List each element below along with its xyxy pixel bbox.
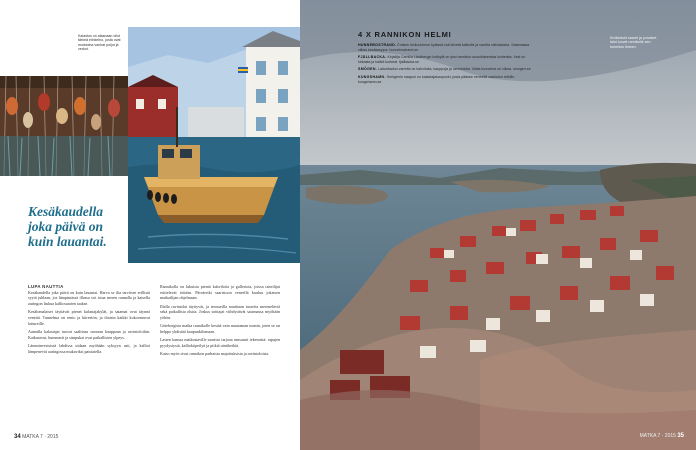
entry-name: FJÄLLBACKA.	[358, 55, 387, 60]
folio-left	[14, 434, 58, 440]
paragraph: Göteborgista matka rannikolle kestää vain muutaman tunnin, joten se on helppo yhdistää kaupunkilomaan.	[160, 323, 280, 334]
headline: Kesäkaudella joka päivä on kuin lauantai.	[28, 204, 107, 249]
entry-text: Smögenin naapuri on kalastajakaupunki, josta pääsee veneellä saariston retkille. kungshamn.se	[358, 74, 516, 84]
entry-smogen	[358, 67, 538, 72]
entry-name: SMÖGEN.	[358, 67, 378, 72]
body-column-a	[28, 284, 150, 357]
paragraph: Lasten kanssa matkustaville saaristo tarjoaa runsaasti tekemistä: rapujen pyydystystä, kalliokiipeilyä ja pitkiä uintihetkiä.	[160, 337, 280, 348]
page-number: 35	[677, 433, 684, 439]
paragraph: Rannikolla on lukuisia pieniä kahviloita ja galleriota, joissa taiteilijat esittelevät töitään. Päiväretki saaristoon veneellä kuuluu jokaisen matkailijan ohjelmaan.	[160, 284, 280, 301]
magazine-name: MATKA 7 · 2015	[639, 433, 676, 439]
paragraph: Kesälomalaiset täyttävät pienet kalastajakylät, ja satamat ovat täynnä veneitä. Tunnelma on rento ja kiireetön, ja iltaisin kaikki kokoontuvat laitureille.	[28, 309, 150, 326]
folio-right	[640, 433, 684, 439]
entry-hunnebostrand	[358, 43, 538, 52]
caption-aerial: Kivikkoiset saaret ja punaiset talot luovat rannikolle sen tunnetun ilmeen.	[610, 36, 657, 49]
entry-text: Entisen kivilouhimon kylässä voit kiivetä kallioille ja nauttia näköaloista. Satamassa vilkas kesäkauppa. hunnebostrand.se	[358, 43, 530, 52]
paragraph-text: Kesäkaudella joka päivä on kuin lauantai. Harva se ilta tarvitsee erillistä syytä juhlaan, jos lämpimässä illassa voi istua meren rannalla ja katsella auringon laskua kalliosaarten taakse.	[28, 289, 150, 307]
entry-fjallbacka	[358, 55, 538, 64]
paragraph: Illalla ravintolat täyttyvät, ja terasseilla nautitaan tuoreita mereneläviä sekä paikallisia oluita. Joskus soittajat viihdyttävät satamassa myöhään yöhön.	[160, 303, 280, 321]
entry-text: Laiturikadun varrella on kahviloita, kauppoja ja ravintoloita. Illalla tunnelma on vilkas. smogen.se	[378, 67, 531, 72]
page-number: 34	[14, 434, 21, 440]
photo-boat	[128, 27, 300, 263]
caption-bouys: Kalastus on aikanaan ollut tärkeä elinkeino, josta ovat muistoina vanhat poijut ja verkot.	[78, 34, 121, 52]
paragraph: Lämminvesisissä lahdissa uidaan myöhään syksyyn asti, ja kalliot lämpenevät auringossa mukaviksi paistatella.	[28, 342, 150, 354]
entry-text: Kirjailija Camilla Läckbergin kotikylä on yksi rannikon suosituimmista kohteista. Vesi on kirkasta ja kalliot korkeat. fjallbacka.se	[358, 55, 526, 64]
magazine-name: MATKA 7 · 2015	[22, 434, 59, 440]
left-page	[0, 0, 300, 450]
info-box	[358, 30, 538, 87]
paragraph	[28, 284, 150, 307]
photo-bouys	[0, 76, 128, 176]
lead-in: LUPA NAUTTIA	[28, 284, 64, 289]
box-title: 4 X RANNIKON HELMI	[358, 30, 452, 39]
body-column-b	[160, 284, 280, 359]
entry-name: HUNNEBOSTRAND.	[358, 43, 397, 47]
paragraph: Katso myös sivut rannikon parhaista majoituksista ja ravintoloista.	[160, 351, 270, 357]
entry-kungshamn	[358, 75, 538, 84]
entry-name: KUNGSHAMN.	[358, 74, 386, 79]
right-page	[300, 0, 696, 450]
paragraph: Aamulla kalastajat tuovat saaliinsa suoraan kauppaan ja ravintoloihin. Katkaravut, hummerit ja simpukat ovat paikallisten ylpeys.	[28, 328, 150, 340]
